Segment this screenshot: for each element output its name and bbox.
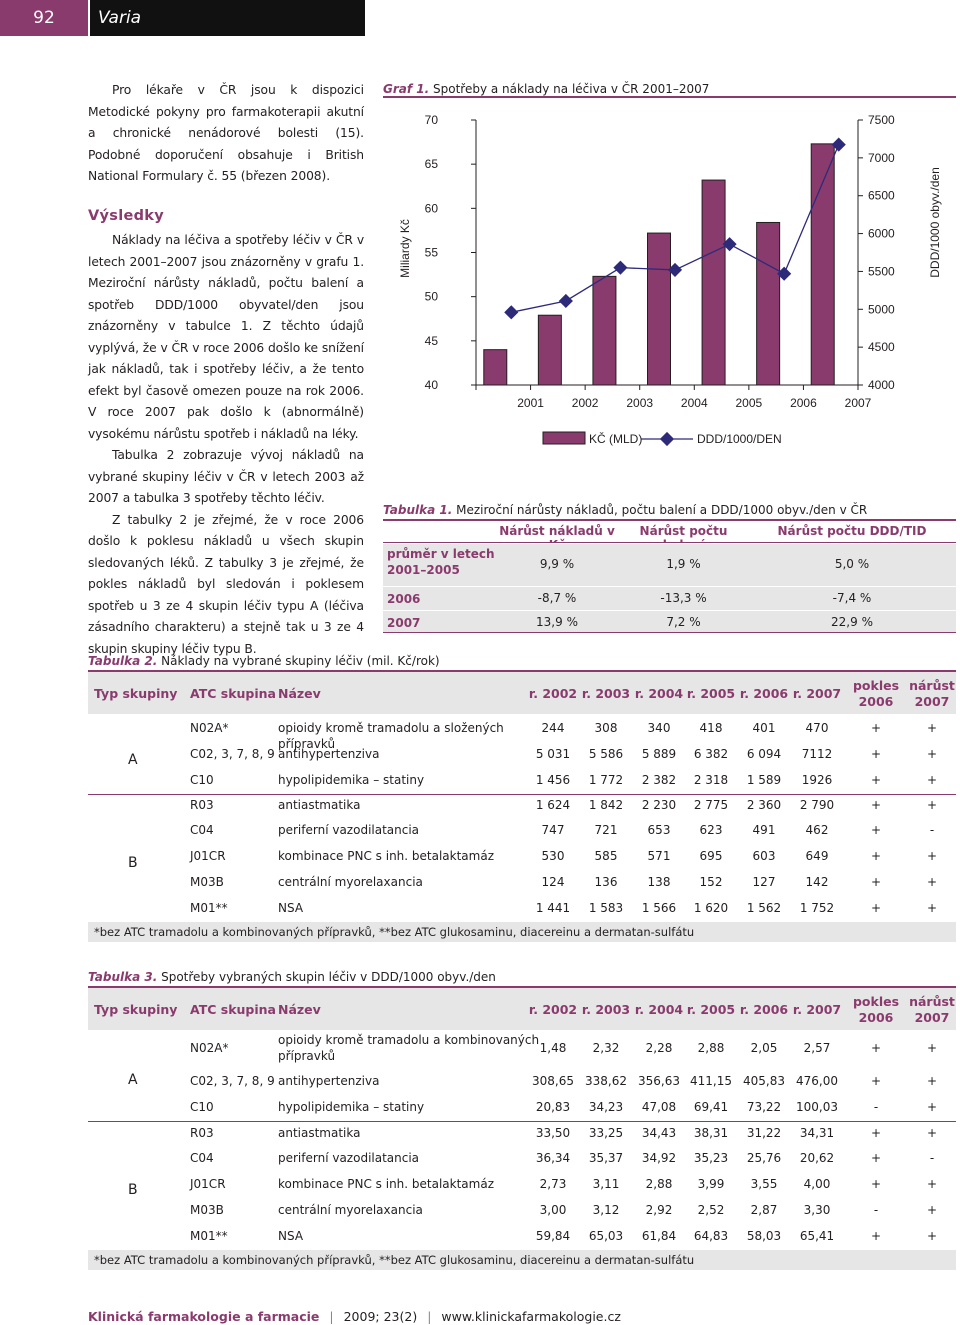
bar	[702, 180, 725, 385]
y-right-tick-label: 4000	[868, 378, 895, 392]
legend-bar-label: KČ (MLD)	[589, 432, 643, 446]
table2-cell: +	[926, 721, 938, 735]
table3-cell: M03B	[190, 1203, 224, 1217]
table2-cell: +	[870, 721, 882, 735]
table3-cell: 2,88	[645, 1177, 673, 1191]
table2-cell: 462	[805, 823, 829, 837]
table2-cell: 1 842	[588, 798, 624, 812]
table3-cell: -	[873, 1203, 879, 1217]
table2-cell: 2 230	[641, 798, 677, 812]
table2-header-cell: ATC skupina	[190, 686, 276, 701]
table3-cell: 405,83	[743, 1074, 785, 1088]
table2-cell: periferní vazodilatancia	[278, 823, 420, 837]
table3-cell: +	[870, 1151, 882, 1165]
table2-cell: antihypertenziva	[278, 747, 380, 761]
table3-cell: 69,41	[693, 1100, 729, 1114]
table3-cell: C02, 3, 7, 8, 9	[190, 1074, 275, 1088]
table2-cell: hypolipidemika – statiny	[278, 773, 425, 787]
table2-cell: C04	[190, 823, 214, 837]
table3-cell: 2,92	[645, 1203, 673, 1217]
table3-cell: -	[929, 1151, 935, 1165]
table1-cell: -8,7 %	[537, 591, 577, 605]
table2-cell: 127	[752, 875, 776, 889]
table1-cell: 13,9 %	[536, 615, 578, 629]
table2-cell: M03B	[190, 875, 224, 889]
table3-cell: 2,73	[539, 1177, 567, 1191]
table2-cell: 1 752	[799, 901, 835, 915]
table2-cell: +	[926, 849, 938, 863]
table2-group-label: B	[128, 855, 138, 871]
table3-cell: M01**	[190, 1229, 228, 1243]
table3-group-label: B	[128, 1182, 138, 1198]
table2-cell: 603	[752, 849, 776, 863]
table2	[88, 672, 956, 950]
table2-cell: 142	[805, 875, 829, 889]
table3-cell: 35,23	[693, 1151, 729, 1165]
footer-journal: Klinická farmakologie a farmacie	[88, 1309, 320, 1324]
bar	[757, 222, 780, 385]
y-left-tick-label: 60	[424, 201, 438, 216]
table3-header-cell: r. 2006	[739, 1002, 789, 1017]
table2-cell: M01**	[190, 901, 228, 915]
y-left-tick-label: 40	[424, 378, 438, 392]
table2-cell: 5 586	[588, 747, 624, 761]
table2-cell: +	[870, 849, 882, 863]
table3-cell: +	[926, 1126, 938, 1140]
table3-cell: +	[870, 1229, 882, 1243]
table3-cell: 356,63	[638, 1074, 680, 1088]
table3-header-cell: Typ skupiny	[94, 1002, 178, 1017]
table2-cell: 470	[805, 721, 829, 735]
table1-row-label: průměr v letech 2001–2005	[387, 547, 495, 577]
table3-footnote: *bez ATC tramadolu a kombinovaných přípravků, **bez ATC glukosaminu, diacereinu a dermatan-sulfátu	[94, 1253, 695, 1267]
table3-cell: 20,83	[535, 1100, 571, 1114]
table2-cell: 6 382	[693, 747, 729, 761]
table2-cell: N02A*	[190, 721, 229, 735]
table3-cell: 38,31	[693, 1126, 729, 1140]
results-text	[88, 230, 364, 660]
table2-cell: NSA	[278, 901, 304, 915]
table3-cell: +	[870, 1177, 882, 1191]
table2-cell: R03	[190, 798, 214, 812]
table3-caption	[88, 970, 496, 984]
table2-cell: 1 583	[588, 901, 624, 915]
table2-cell: 401	[752, 721, 776, 735]
table3-cell: R03	[190, 1126, 214, 1140]
table2-group-divider	[88, 794, 956, 795]
section-title: Varia	[90, 0, 365, 36]
table1-row-label: 2007	[387, 616, 421, 630]
ddd-point	[613, 261, 627, 275]
footer-url[interactable]: www.klinickafarmakologie.cz	[441, 1309, 621, 1324]
bar	[484, 350, 507, 385]
table3-cell: 3,55	[750, 1177, 778, 1191]
results-paragraph-1: Náklady na léčiva a spotřeby léčiv v ČR v letech 2001–2007 jsou znázorněny v grafu 1. Meziroční nárůsty nákladů, počtu balení a spotřeb DDD/1000 obyvatel/den jsou znázorněny v tabulce 1. Z těchto údajů vyplývá, že v ČR v roce 2006 došlo ke snížení jak nákladů, tak i spotřeby léčiv, a že tento efekt byl časově omezen pouze na rok 2006. V roce 2007 pak došlo k (abnormálně) vysokému nárůstu spotřeb i nákladů na léky.	[88, 233, 364, 441]
table2-cell: 747	[541, 823, 565, 837]
graph-caption-text: Spotřeby a náklady na léčiva v ČR 2001–2007	[433, 82, 710, 96]
table2-cell: +	[870, 798, 882, 812]
table3-cell: periferní vazodilatancia	[278, 1151, 420, 1165]
table2-cell: 340	[647, 721, 671, 735]
table3-cell: 73,22	[746, 1100, 782, 1114]
table3-cell: N02A*	[190, 1041, 229, 1055]
table3-cell: 35,37	[588, 1151, 624, 1165]
table3-header-cell: ATC skupina	[190, 1002, 276, 1017]
y-right-tick-label: 7500	[868, 113, 895, 127]
table2-cell: 649	[805, 849, 829, 863]
table3-cell: 100,03	[796, 1100, 838, 1114]
table1-cell: 7,2 %	[666, 615, 701, 629]
table1-bottom-rule	[383, 632, 956, 633]
table2-cell: -	[929, 823, 935, 837]
x-tick-label: 2001	[517, 396, 544, 410]
table1-header: Nárůst nákladů v	[499, 524, 615, 538]
intro-paragraph: Pro lékaře v ČR jsou k dispozici Metodické pokyny pro farmakoterapii akutní a chronické nenádorové bolesti (15). Podobné doporučení obsahuje i British National Formulary č. 55 (březen 2008).	[88, 83, 364, 183]
bar	[648, 233, 671, 385]
table3-cell: 411,15	[690, 1074, 732, 1088]
table2-cell: 1926	[801, 773, 833, 787]
table3-cell: 2,32	[592, 1041, 620, 1055]
y-right-axis-label: DDD/1000 obyv./den	[928, 167, 942, 278]
table2-cell: +	[926, 798, 938, 812]
table2-cell: 1 566	[641, 901, 677, 915]
page-number: 92	[0, 0, 88, 36]
table2-cell: 1 441	[535, 901, 571, 915]
table3-cell: 65,41	[799, 1229, 835, 1243]
table3-header-cell: r. 2005	[686, 1002, 736, 1017]
table1-caption	[383, 503, 867, 517]
table2-cell: +	[870, 901, 882, 915]
table3-cell: NSA	[278, 1229, 304, 1243]
table3-cell: 61,84	[641, 1229, 677, 1243]
table2-header-cell: r. 2005	[686, 686, 736, 701]
table2-cell: 138	[647, 875, 671, 889]
y-left-tick-label: 55	[424, 245, 438, 260]
table3-cell: 25,76	[746, 1151, 782, 1165]
table1-cell: 1,9 %	[666, 557, 701, 571]
table3-header-cell: Název	[278, 1002, 321, 1017]
table3-cell: centrální myorelaxancia	[278, 1203, 423, 1217]
y-right-tick-label: 5500	[868, 264, 895, 279]
table3-cell: 338,62	[585, 1074, 627, 1088]
table3-cell: antiastmatika	[278, 1126, 361, 1140]
y-left-tick-label: 65	[424, 157, 438, 172]
graph-label: Graf 1.	[383, 82, 430, 96]
table2-cell: C10	[190, 773, 214, 787]
table3-cell: 34,31	[799, 1126, 835, 1140]
x-tick-label: 2002	[571, 396, 599, 410]
x-tick-label: 2007	[844, 396, 872, 410]
ddd-point	[504, 305, 518, 319]
y-right-tick-label: 5000	[868, 302, 895, 317]
table2-cell: +	[926, 901, 938, 915]
table3-cell: 33,25	[588, 1126, 624, 1140]
table3-cell: C04	[190, 1151, 214, 1165]
table3-cell: +	[926, 1229, 938, 1243]
table3-cell: 20,62	[799, 1151, 835, 1165]
table2-header-cell: r. 2007	[792, 686, 842, 701]
table1-header: Nárůst počtu DDD/TID	[777, 524, 927, 538]
table3-cell: 308,65	[532, 1074, 574, 1088]
results-heading: Výsledky	[88, 208, 164, 224]
table1-cell: -7,4 %	[832, 591, 872, 605]
table1-cell: 22,9 %	[831, 615, 873, 629]
table3-cell: 3,99	[697, 1177, 725, 1191]
footer: Klinická farmakologie a farmacie | 2009; 23(2) | www.klinickafarmakologie.cz	[88, 1309, 621, 1324]
results-paragraph-2: Tabulka 2 zobrazuje vývoj nákladů na vybrané skupiny léčiv v ČR v letech 2003 až 2007 a tabulka 3 spotřeby těchto léčiv.	[88, 448, 364, 505]
table3-cell: 3,12	[592, 1203, 620, 1217]
table1-cell: -13,3 %	[660, 591, 707, 605]
table3-cell: 64,83	[693, 1229, 729, 1243]
table2-cell: 530	[541, 849, 565, 863]
table2-cell: kombinace PNC s inh. betalaktamáz	[278, 849, 494, 863]
table2-cell: 1 456	[535, 773, 571, 787]
table2-caption	[88, 654, 440, 668]
table1-caption-text: Meziroční nárůsty nákladů, počtu balení a DDD/1000 obyv./den v ČR	[456, 503, 868, 517]
table3-header-cell: nárůst 2007	[909, 994, 955, 1025]
table2-cell: 1 562	[746, 901, 782, 915]
table3-cell: 2,88	[697, 1041, 725, 1055]
table1-row-divider	[383, 586, 956, 587]
table2-label: Tabulka 2.	[88, 654, 158, 668]
x-tick-label: 2005	[735, 396, 763, 410]
table2-cell: 136	[594, 875, 618, 889]
table2-cell: 623	[699, 823, 723, 837]
table3-cell: -	[873, 1100, 879, 1114]
table3-cell: 31,22	[746, 1126, 782, 1140]
graph-caption	[383, 82, 709, 96]
table2-cell: +	[870, 875, 882, 889]
y-right-tick-label: 4500	[868, 340, 895, 355]
table2-cell: 7112	[801, 747, 833, 761]
table2-caption-text: Náklady na vybrané skupiny léčiv (mil. Kč/rok)	[161, 654, 440, 668]
table2-cell: 1 624	[535, 798, 571, 812]
table2-group-label: A	[128, 752, 138, 768]
table3-cell: C10	[190, 1100, 214, 1114]
table3-cell: 3,00	[539, 1203, 567, 1217]
table2-cell: 1 772	[588, 773, 624, 787]
table3-cell: +	[926, 1177, 938, 1191]
legend-line-marker	[660, 432, 674, 446]
table2-cell: 653	[647, 823, 671, 837]
table2-header-cell: r. 2004	[634, 686, 684, 701]
y-left-tick-label: 70	[424, 113, 438, 127]
table3-header-cell: r. 2003	[581, 1002, 631, 1017]
table3-cell: 2,87	[750, 1203, 778, 1217]
table3-cell: +	[926, 1041, 938, 1055]
x-tick-label: 2006	[790, 396, 817, 410]
table2-cell: 585	[594, 849, 618, 863]
table2-cell: 6 094	[746, 747, 782, 761]
table2-header-cell: Název	[278, 686, 321, 701]
y-right-tick-label: 6500	[868, 188, 895, 203]
y-left-axis-label: Miliardy Kč	[398, 219, 412, 278]
table3-header-cell: pokles 2006	[852, 994, 900, 1025]
y-left-tick-label: 45	[424, 333, 438, 348]
table3-cell: 34,23	[588, 1100, 624, 1114]
table3-header-cell: r. 2007	[792, 1002, 842, 1017]
table3-header-cell: r. 2004	[634, 1002, 684, 1017]
table3-cell: opioidy kromě tramadolu a kombinovaných přípravků	[278, 1033, 540, 1063]
table2-cell: C02, 3, 7, 8, 9	[190, 747, 275, 761]
table2-cell: opioidy kromě tramadolu a složených přípravků	[278, 721, 504, 751]
table2-header-cell: Typ skupiny	[94, 686, 178, 701]
table3-caption-text: Spotřeby vybraných skupin léčiv v DDD/1000 obyv./den	[161, 970, 496, 984]
table3-cell: 58,03	[746, 1229, 782, 1243]
table3-cell: +	[870, 1074, 882, 1088]
table3-cell: 3,30	[803, 1203, 831, 1217]
table2-header-cell: r. 2002	[528, 686, 578, 701]
table3-cell: 1,48	[539, 1041, 567, 1055]
table2-cell: 124	[541, 875, 565, 889]
table3-cell: 34,43	[641, 1126, 677, 1140]
table3-cell: 2,52	[697, 1203, 725, 1217]
y-right-tick-label: 6000	[868, 226, 895, 241]
table3-cell: 2,57	[803, 1041, 831, 1055]
table1-label: Tabulka 1.	[383, 503, 453, 517]
table1	[383, 521, 956, 633]
table2-cell: 571	[647, 849, 671, 863]
table2-cell: 244	[541, 721, 565, 735]
legend-line-label: DDD/1000/DEN	[697, 432, 782, 446]
table3-cell: 65,03	[588, 1229, 624, 1243]
table2-header-cell: pokles 2006	[852, 678, 900, 709]
table2-header-cell: nárůst 2007	[909, 678, 955, 709]
table3-cell: 34,92	[641, 1151, 677, 1165]
bar	[811, 144, 834, 385]
table2-cell: 5 889	[641, 747, 677, 761]
table2-cell: 308	[594, 721, 618, 735]
bar	[593, 276, 616, 385]
ddd-point	[559, 294, 573, 308]
table2-cell: 2 318	[693, 773, 729, 787]
table2-cell: 418	[699, 721, 723, 735]
table3-cell: +	[926, 1100, 938, 1114]
table3-cell: hypolipidemika – statiny	[278, 1100, 425, 1114]
table3-cell: 47,08	[641, 1100, 677, 1114]
table3-cell: 59,84	[535, 1229, 571, 1243]
table2-cell: antiastmatika	[278, 798, 361, 812]
table2-cell: centrální myorelaxancia	[278, 875, 423, 889]
table1-header: Nárůst počtu	[639, 524, 728, 538]
x-tick-label: 2003	[626, 396, 654, 410]
table2-cell: +	[926, 747, 938, 761]
table1-cell: 5,0 %	[834, 557, 870, 571]
results-paragraph-3: Z tabulky 2 je zřejmé, že v roce 2006 došlo k poklesu nákladů u všech skupin sledovaných léků. Z tabulky 3 je zřejmé, že pokles nákladů byl sledován i poklesem spotřeb u 3 ze 4 skupin léčiv typu A (léčiva zásadního charakteru) a stejně tak u 3 ze 4 skupin skupiny léčiv typu B.	[88, 512, 364, 656]
table1-row-divider	[383, 543, 956, 544]
table2-cell: +	[870, 823, 882, 837]
table2-cell: 491	[752, 823, 776, 837]
table3	[88, 988, 956, 1278]
table3-group-label: A	[128, 1072, 138, 1088]
table2-cell: 695	[699, 849, 723, 863]
table3-cell: 3,11	[592, 1177, 620, 1191]
table2-cell: +	[926, 773, 938, 787]
chart-svg	[383, 98, 960, 468]
legend-bar-swatch	[543, 432, 585, 444]
table3-cell: 476,00	[796, 1074, 838, 1088]
table1-row-label: 2006	[387, 592, 421, 606]
table1-row-divider	[383, 610, 956, 611]
table2-cell: +	[870, 747, 882, 761]
table2-footnote: *bez ATC tramadolu a kombinovaných přípravků, **bez ATC glukosaminu, diacereinu a dermatan-sulfátu	[94, 925, 695, 939]
footer-issue: 2009; 23(2)	[343, 1309, 418, 1324]
table2-cell: 2 360	[746, 798, 782, 812]
table3-group-divider	[88, 1121, 956, 1122]
table3-cell: kombinace PNC s inh. betalaktamáz	[278, 1177, 494, 1191]
x-tick-label: 2004	[680, 396, 708, 410]
table3-cell: 4,00	[803, 1177, 831, 1191]
y-left-tick-label: 50	[424, 289, 438, 304]
table2-cell: 721	[594, 823, 618, 837]
table3-cell: +	[870, 1126, 882, 1140]
table3-cell: J01CR	[190, 1177, 226, 1191]
table2-cell: 152	[699, 875, 723, 889]
table3-cell: +	[870, 1041, 882, 1055]
table3-header-cell: r. 2002	[528, 1002, 578, 1017]
table3-label: Tabulka 3.	[88, 970, 158, 984]
table3-cell: 36,34	[535, 1151, 571, 1165]
ddd-line	[511, 145, 838, 313]
table3-cell: +	[926, 1074, 938, 1088]
table3-cell: +	[926, 1203, 938, 1217]
table2-cell: 2 382	[641, 773, 677, 787]
table2-cell: +	[926, 875, 938, 889]
table2-cell: J01CR	[190, 849, 226, 863]
table3-cell: antihypertenziva	[278, 1074, 380, 1088]
table2-cell: 1 589	[746, 773, 782, 787]
table2-header-cell: r. 2006	[739, 686, 789, 701]
table3-cell: 33,50	[535, 1126, 571, 1140]
table2-header-cell: r. 2003	[581, 686, 631, 701]
bar	[538, 315, 561, 385]
table1-cell: 9,9 %	[539, 557, 575, 571]
table2-cell: +	[870, 773, 882, 787]
table2-cell: 2 775	[693, 798, 729, 812]
table2-cell: 5 031	[535, 747, 571, 761]
table3-cell: 2,28	[645, 1041, 673, 1055]
table2-cell: 1 620	[693, 901, 729, 915]
table3-cell: 2,05	[750, 1041, 778, 1055]
table2-cell: 2 790	[799, 798, 835, 812]
y-right-tick-label: 7000	[868, 150, 895, 165]
